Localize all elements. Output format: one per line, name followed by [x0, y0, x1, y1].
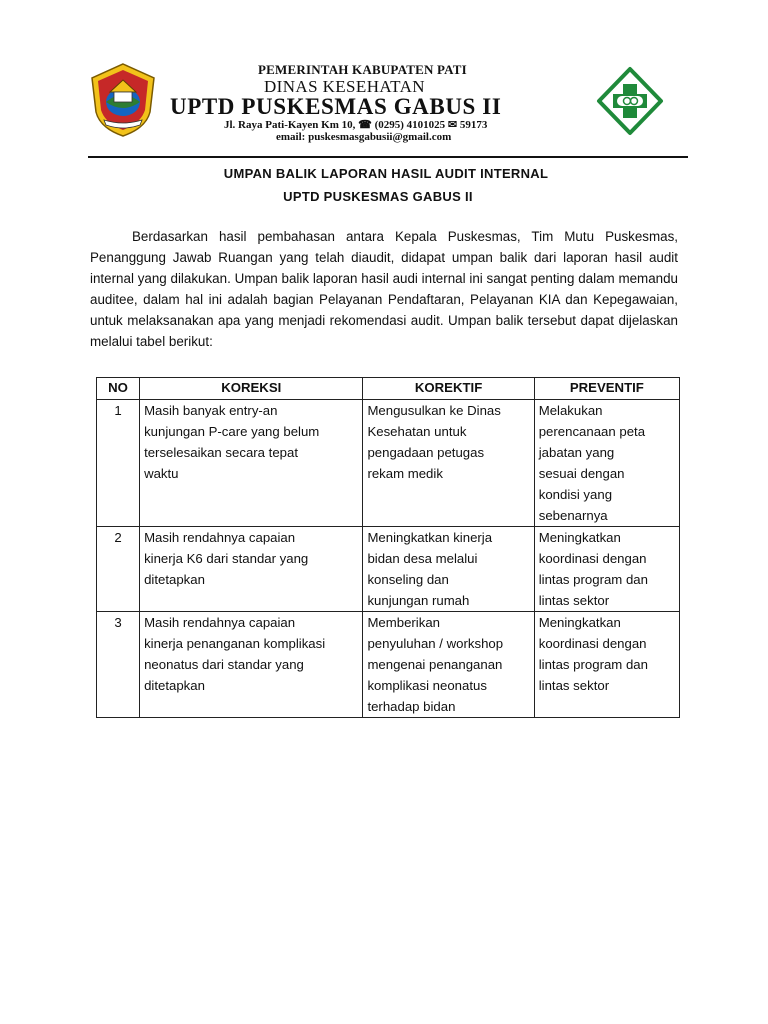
body-text: Berdasarkan hasil pembahasan antara Kepala Puskesmas, Tim Mutu Puskesmas, Penanggung Jawab Ruangan yang telah diaudit, didapat umpan balik dari laporan hasil audit internal yang dilakukan. Umpan balik laporan hasil audi internal ini sangat penting dalam memandu auditee, dalam hal ini adalah bagian Pelayanan Pendaftaran, Pelayanan KIA dan Kepegawaian, untuk melaksanakan apa yang menjadi rekomendasi audit. Umpan balik tersebut dapat dijelaskan melalui tabel berikut: [90, 229, 678, 349]
koreksi-line: Masih rendahnya capaian [144, 530, 296, 545]
preventif-line: lintas sektor [538, 678, 610, 693]
koreksi-line: ditetapkan [144, 678, 205, 693]
korektif-line: pengadaan petugas [367, 445, 485, 460]
korektif-line: Memberikan [367, 615, 440, 630]
koreksi-line: kinerja penanganan komplikasi [144, 636, 326, 651]
body-paragraph [90, 226, 678, 352]
korektif-line: penyuluhan / workshop [367, 636, 504, 651]
korektif-line: kunjungan rumah [367, 593, 470, 608]
puskesmas-logo-icon [596, 66, 664, 136]
preventif-line: koordinasi dengan [538, 636, 647, 651]
koreksi-line: ditetapkan [144, 572, 205, 587]
row-number: 1 [97, 400, 140, 527]
korektif-cell [363, 527, 534, 612]
korektif-line: konseling dan [367, 572, 449, 587]
address-text: Jl. Raya Pati-Kayen Km 10, [224, 119, 359, 131]
postal-code: 59173 [459, 119, 488, 131]
table-row [97, 400, 680, 527]
koreksi-line: kunjungan P-care yang belum [144, 424, 320, 439]
preventif-line: Meningkatkan [538, 530, 621, 545]
korektif-cell [363, 400, 534, 527]
preventif-line: Meningkatkan [538, 615, 621, 630]
table-header-row [97, 378, 680, 400]
row-number: 3 [97, 612, 140, 718]
korektif-line: terhadap bidan [367, 699, 456, 714]
preventif-line: sebenarnya [538, 508, 608, 523]
korektif-cell [363, 612, 534, 718]
phone-icon: ☎ [358, 119, 372, 131]
koreksi-line: neonatus dari standar yang [144, 657, 304, 672]
table-row [97, 527, 680, 612]
letterhead [0, 0, 768, 160]
preventif-line: Melakukan [538, 403, 603, 418]
header-preventif: PREVENTIF [534, 378, 679, 400]
korektif-line: Mengusulkan ke Dinas [367, 403, 501, 418]
email-address: puskesmasgabusii@gmail.com [308, 131, 452, 143]
preventif-cell [534, 400, 679, 527]
korektif-line: rekam medik [367, 466, 443, 481]
koreksi-line: waktu [144, 466, 179, 481]
audit-feedback-table [96, 377, 680, 718]
row-number: 2 [97, 527, 140, 612]
preventif-line: lintas sektor [538, 593, 610, 608]
preventif-line: kondisi yang [538, 487, 613, 502]
header-korektif: KOREKTIF [363, 378, 534, 400]
korektif-line: Meningkatkan kinerja [367, 530, 493, 545]
preventif-cell [534, 527, 679, 612]
korektif-line: mengenai penanganan [367, 657, 503, 672]
document-title: UMPAN BALIK LAPORAN HASIL AUDIT INTERNAL [223, 166, 549, 181]
unit-name: UPTD PUSKESMAS GABUS II [170, 94, 502, 119]
korektif-line: komplikasi neonatus [367, 678, 487, 693]
koreksi-line: kinerja K6 dari standar yang [144, 551, 309, 566]
korektif-line: Kesehatan untuk [367, 424, 467, 439]
koreksi-cell [140, 527, 363, 612]
preventif-line: lintas program dan [538, 572, 648, 587]
koreksi-line: Masih rendahnya capaian [144, 615, 296, 630]
koreksi-cell [140, 612, 363, 718]
koreksi-line: Masih banyak entry-an [144, 403, 278, 418]
address-line [224, 118, 487, 131]
email-line [276, 131, 451, 143]
email-label: email: [276, 131, 309, 143]
preventif-line: perencanaan peta [538, 424, 646, 439]
koreksi-cell [140, 400, 363, 527]
korektif-line: bidan desa melalui [367, 551, 478, 566]
header-koreksi: KOREKSI [140, 378, 363, 400]
preventif-line: lintas program dan [538, 657, 648, 672]
letterhead-divider [88, 156, 688, 158]
document-subtitle: UPTD PUSKESMAS GABUS II [283, 189, 473, 204]
preventif-cell [534, 612, 679, 718]
koreksi-line: terselesaikan secara tepat [144, 445, 299, 460]
preventif-line: koordinasi dengan [538, 551, 647, 566]
header-no: NO [97, 378, 140, 400]
preventif-line: sesuai dengan [538, 466, 625, 481]
phone-number: (0295) 4101025 [374, 119, 446, 131]
agency-name: DINAS KESEHATAN [264, 77, 425, 96]
preventif-line: jabatan yang [538, 445, 615, 460]
district-emblem-icon [88, 62, 158, 138]
table-row [97, 612, 680, 718]
envelope-icon: ✉ [447, 119, 458, 131]
government-name: PEMERINTAH KABUPATEN PATI [258, 62, 467, 77]
